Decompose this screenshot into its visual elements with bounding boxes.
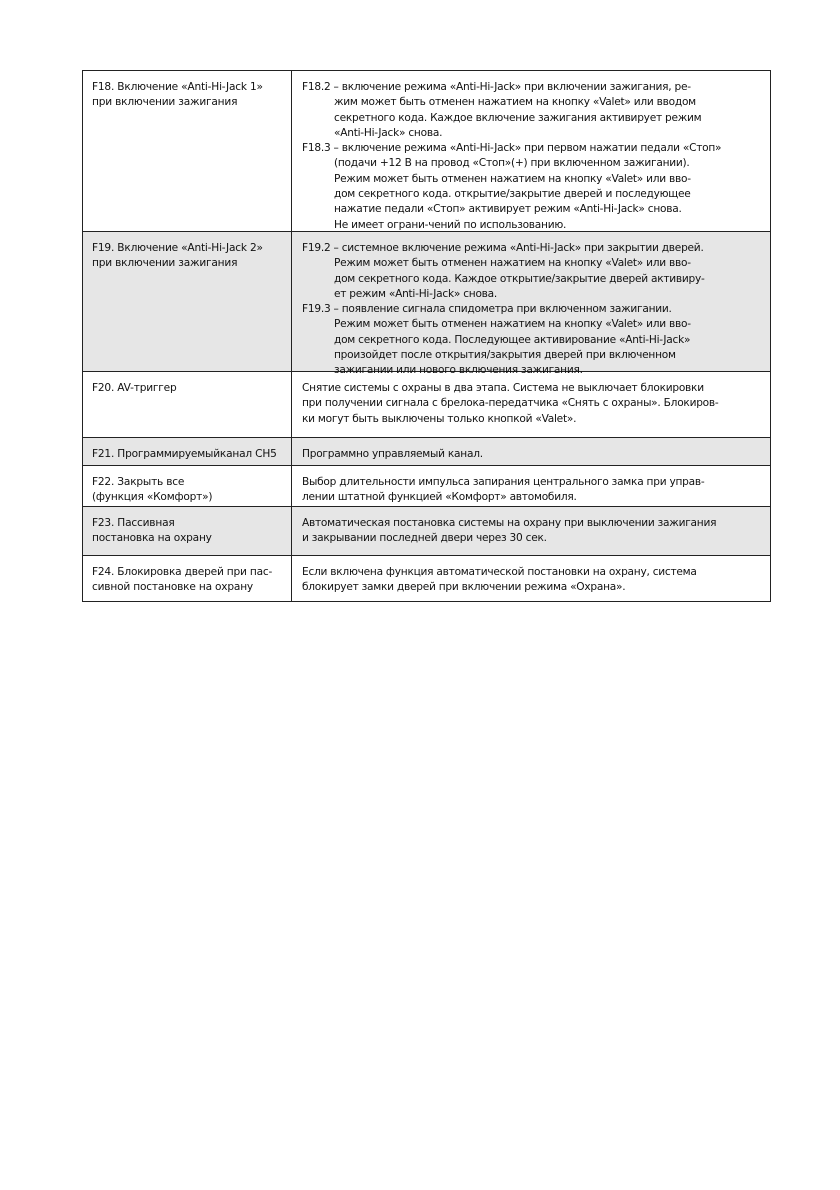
function-name-line: постановка на охрану [92,532,212,545]
table-row [83,231,770,377]
function-name-cell [83,556,292,601]
description-line: Выбор длительности импульса запирания центрального замка при управ- [302,476,705,488]
function-description-cell [292,556,770,601]
function-name-cell [83,438,292,465]
function-description-cell [292,372,770,437]
description-line: и закрывании последней двери через 30 сек. [302,532,547,545]
function-description-cell [292,466,770,506]
description-line: «Anti-Hi-Jack» снова. [334,126,443,139]
description-line: F18.2 – включение режима «Anti-Hi-Jack» при включении зажигания, ре- [302,81,691,93]
function-name-cell [83,466,292,506]
table-row [83,506,770,555]
table-row [83,71,770,231]
table-row [83,465,770,506]
description-line: произойдет после открытия/закрытия дверей при включенном [334,349,676,362]
function-name-cell [83,507,292,555]
function-description-cell [292,71,770,231]
description-line: блокирует замки дверей при включении режима «Охрана». [302,581,626,594]
description-line: Не имеет ограни-чений по использованию. [334,218,567,231]
function-name-line: F23. Пассивная [92,517,175,529]
description-line: зажигании или нового включения зажигания. [334,364,583,377]
description-line: ки могут быть выключены только кнопкой «Valet». [302,412,577,425]
function-name-cell [83,372,292,437]
description-line: дом секретного кода. Последующее активирование «Anti-Hi-Jack» [334,333,691,346]
function-name-cell [83,232,292,371]
description-line: (подачи +12 В на провод «Стоп»(+) при включенном зажигании). [334,157,690,170]
description-line: Режим может быть отменен нажатием на кнопку «Valet» или вво- [334,172,691,185]
table-row [83,555,770,601]
description-line: секретного кода. Каждое включение зажигания активирует режим [334,111,702,124]
function-name-line: (функция «Комфорт») [92,491,213,504]
function-name-line: F21. Программируемыйканал CH5 [92,448,277,460]
description-line: дом секретного кода. Каждое открытие/закрытие дверей активиру- [334,272,705,285]
function-description-cell [292,507,770,555]
description-line: дом секретного кода. открытие/закрытие дверей и последующее [334,188,691,201]
function-name-line: F19. Включение «Anti-Hi-Jack 2» [92,242,263,254]
function-name-line: F20. AV-триггер [92,382,177,394]
table-row [83,437,770,465]
function-name-line: F22. Закрыть все [92,476,185,488]
description-line: Программно управляемый канал. [302,448,483,460]
description-line: Снятие системы с охраны в два этапа. Система не выключает блокировки [302,382,704,394]
description-line: Если включена функция автоматической постановки на охрану, система [302,566,697,578]
function-name-line: при включении зажигания [92,257,238,270]
description-line: лении штатной функцией «Комфорт» автомобиля. [302,491,577,504]
description-line: нажатие педали «Стоп» активирует режим «Anti-Hi-Jack» снова. [334,203,682,216]
function-name-line: F18. Включение «Anti-Hi-Jack 1» [92,81,263,93]
function-name-line: сивной постановке на охрану [92,581,253,594]
functions-table [82,70,771,602]
description-line: Режим может быть отменен нажатием на кнопку «Valet» или вво- [334,318,691,331]
description-line: Режим может быть отменен нажатием на кнопку «Valet» или вво- [334,257,691,270]
table-row [83,371,770,437]
function-name-cell [83,71,292,231]
function-description-cell [292,438,770,465]
description-line: жим может быть отменен нажатием на кнопку «Valet» или вводом [334,96,696,109]
function-description-cell [292,232,770,377]
function-name-line: F24. Блокировка дверей при пас- [92,566,273,578]
description-line: F19.3 – появление сигнала спидометра при включенном зажигании. [302,303,672,316]
description-line: F18.3 – включение режима «Anti-Hi-Jack» при первом нажатии педали «Стоп» [302,142,722,155]
description-line: Автоматическая постановка системы на охрану при выключении зажигания [302,517,717,529]
description-line: при получении сигнала с брелока-передатчика «Снять с охраны». Блокиров- [302,397,719,410]
description-line: F19.2 – системное включение режима «Anti-Hi-Jack» при закрытии дверей. [302,242,704,254]
description-line: ет режим «Anti-Hi-Jack» снова. [334,287,498,300]
function-name-line: при включении зажигания [92,96,238,109]
